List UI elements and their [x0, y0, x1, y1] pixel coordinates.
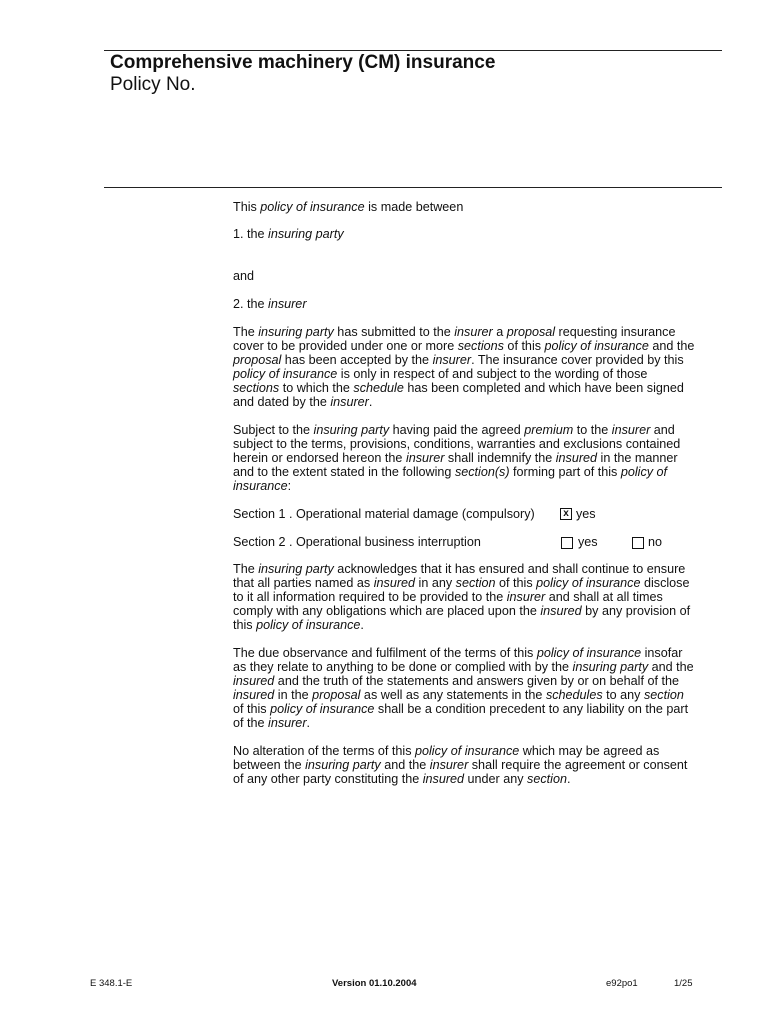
- intro-line: [233, 200, 713, 214]
- paragraph-acknowledgement: [233, 562, 713, 632]
- text-run: The due observance and fulfilment of the terms of this: [233, 646, 537, 660]
- text-run: and: [650, 423, 675, 437]
- paragraph-line: [233, 604, 713, 618]
- text-run: this: [233, 618, 257, 632]
- paragraph-line: [233, 674, 713, 688]
- text-run: insofar: [641, 646, 683, 660]
- footer-version: Version 01.10.2004: [332, 978, 417, 989]
- defined-term: policy of insurance: [544, 339, 649, 353]
- section-1-yes-label: yes: [576, 507, 596, 521]
- top-rule: [104, 50, 722, 51]
- defined-term: insurer: [611, 423, 651, 437]
- text-run: is only in respect of and subject to the wording of those: [337, 367, 648, 381]
- paragraph-line: [233, 381, 713, 395]
- defined-term: proposal: [312, 688, 361, 702]
- text-run: No alteration of the terms of this: [233, 744, 415, 758]
- defined-term: insurer: [405, 451, 445, 465]
- text-run: as well as any statements in the: [360, 688, 546, 702]
- section-2-yes-label: yes: [578, 535, 598, 549]
- defined-term: insuring party: [305, 758, 381, 772]
- paragraph-line: [233, 688, 713, 702]
- text-run: and the: [380, 758, 430, 772]
- text-run: to which the: [279, 381, 354, 395]
- defined-term: sections: [233, 381, 280, 395]
- defined-term: policy of insurance: [536, 646, 642, 660]
- paragraph-line: [233, 451, 713, 465]
- defined-term: policy of insurance: [536, 576, 641, 590]
- footer-reference: e92po1: [606, 978, 638, 989]
- party-one-term: insuring party: [268, 227, 344, 241]
- text-run: shall require the agreement or consent: [468, 758, 688, 772]
- text-run: of the: [233, 716, 269, 730]
- party-two-term: insurer: [268, 297, 307, 311]
- text-run: .: [306, 716, 311, 730]
- defined-term: proposal: [233, 353, 282, 367]
- text-run: Subject to the: [233, 423, 314, 437]
- text-run: of this: [233, 702, 271, 716]
- paragraph-line: [233, 325, 713, 339]
- party-two-number: 2. the: [233, 297, 269, 311]
- header-divider: [104, 187, 722, 188]
- paragraph-line: [233, 339, 713, 353]
- defined-term: policy of insurance: [256, 618, 361, 632]
- text-run: forming part of this: [509, 465, 621, 479]
- party-two-line: [233, 297, 713, 311]
- text-run: in the manner: [597, 451, 678, 465]
- party-one-number: 1. the: [233, 227, 269, 241]
- text-run: and the truth of the statements and answers given by or on behalf of the: [274, 674, 679, 688]
- defined-term: premium: [524, 423, 574, 437]
- text-run: The: [233, 325, 259, 339]
- section-2-no-checkbox[interactable]: [632, 537, 644, 549]
- intro-text: This: [233, 200, 261, 214]
- paragraph-line: [233, 395, 713, 409]
- text-run: shall indemnify the: [444, 451, 556, 465]
- text-run: :: [287, 479, 292, 493]
- and-line: and: [233, 269, 255, 283]
- footer-form-code: E 348.1-E: [90, 978, 133, 989]
- defined-term: insuring party: [258, 562, 334, 576]
- text-run: that all parties named as: [233, 576, 374, 590]
- paragraph-indemnity: [233, 423, 713, 493]
- paragraph-line: [233, 367, 713, 381]
- paragraph-line: [233, 465, 713, 479]
- defined-term: policy of insurance: [233, 367, 338, 381]
- text-run: in the: [274, 688, 313, 702]
- text-run: disclose: [640, 576, 690, 590]
- section-2-no-label: no: [648, 535, 663, 549]
- defined-term: insuring party: [313, 423, 390, 437]
- defined-term: insured: [422, 772, 465, 786]
- text-run: acknowledges that it has ensured and shall continue to ensure: [333, 562, 686, 576]
- text-run: of any other party constituting the: [233, 772, 423, 786]
- text-run: has submitted to the: [333, 325, 455, 339]
- paragraph-proposal: [233, 325, 713, 409]
- defined-term: insurer: [330, 395, 369, 409]
- section-2-label: Section 2 . Operational business interruption: [233, 535, 481, 549]
- text-run: herein or endorsed hereon the: [233, 451, 406, 465]
- defined-term: section: [455, 576, 496, 590]
- defined-term: policy of insurance: [415, 744, 520, 758]
- defined-term: section(s): [454, 465, 510, 479]
- text-run: to the: [573, 423, 612, 437]
- defined-term: policy of insurance: [270, 702, 375, 716]
- text-run: .: [368, 395, 373, 409]
- paragraph-line: [233, 660, 713, 674]
- text-run: subject to the terms, provisions, conditions, warranties and exclusions contained: [233, 437, 681, 451]
- paragraph-line: [233, 646, 713, 660]
- text-run: and to the extent stated in the following: [233, 465, 455, 479]
- text-run: having paid the agreed: [389, 423, 525, 437]
- text-run: between the: [233, 758, 306, 772]
- text-run: comply with any obligations which are placed upon the: [233, 604, 541, 618]
- paragraph-alteration: [233, 744, 713, 786]
- defined-term: schedule: [353, 381, 404, 395]
- footer-page-number: 1/25: [674, 978, 693, 989]
- section-1-yes-checkbox[interactable]: x: [560, 508, 572, 520]
- text-run: cover to be provided under one or more: [233, 339, 458, 353]
- defined-term: insured: [555, 451, 598, 465]
- defined-term: insurer: [454, 325, 493, 339]
- paragraph-line: [233, 744, 713, 758]
- text-run: by any provision of: [581, 604, 691, 618]
- paragraph-line: [233, 618, 713, 632]
- paragraph-line: [233, 423, 713, 437]
- paragraph-line: [233, 437, 713, 451]
- text-run: and the: [648, 660, 694, 674]
- text-run: requesting insurance: [555, 325, 676, 339]
- defined-term: insuring party: [258, 325, 334, 339]
- text-run: The: [233, 562, 259, 576]
- paragraph-line: [233, 716, 713, 730]
- defined-term: insuring party: [572, 660, 649, 674]
- text-run: and dated by the: [233, 395, 331, 409]
- defined-term: insured: [233, 688, 275, 702]
- paragraph-line: [233, 479, 713, 493]
- defined-term: insured: [373, 576, 416, 590]
- paragraph-line: [233, 562, 713, 576]
- section-1-label: Section 1 . Operational material damage (compulsory): [233, 507, 535, 521]
- text-run: of this: [495, 576, 537, 590]
- text-run: under any: [464, 772, 528, 786]
- defined-term: insured: [233, 674, 275, 688]
- text-run: a: [492, 325, 507, 339]
- paragraph-condition-precedent: [233, 646, 713, 730]
- defined-term: insurer: [432, 353, 472, 367]
- text-run: in any: [415, 576, 456, 590]
- defined-term: proposal: [506, 325, 556, 339]
- text-run: shall be a condition precedent to any liability on the part: [374, 702, 689, 716]
- document-title: Comprehensive machinery (CM) insurance: [110, 52, 496, 73]
- defined-term: policy of: [620, 465, 668, 479]
- intro-term: policy of insurance: [260, 200, 365, 214]
- defined-term: insured: [540, 604, 582, 618]
- text-run: .: [360, 618, 364, 632]
- paragraph-line: [233, 772, 713, 786]
- party-one-line: [233, 227, 713, 241]
- text-run: .: [566, 772, 571, 786]
- text-run: to any: [602, 688, 644, 702]
- section-2-yes-checkbox[interactable]: [561, 537, 573, 549]
- defined-term: schedules: [545, 688, 603, 702]
- defined-term: insurer: [268, 716, 307, 730]
- text-run: and the: [648, 339, 695, 353]
- defined-term: insurer: [429, 758, 469, 772]
- text-run: . The insurance cover provided by this: [471, 353, 684, 367]
- text-run: of this: [503, 339, 545, 353]
- text-run: has been completed and which have been signed: [403, 381, 684, 395]
- paragraph-line: [233, 353, 713, 367]
- text-run: to it all information required to be provided to the: [233, 590, 507, 604]
- defined-term: section: [643, 688, 684, 702]
- text-run: has been accepted by the: [281, 353, 433, 367]
- defined-term: insurer: [506, 590, 546, 604]
- paragraph-line: [233, 758, 713, 772]
- paragraph-line: [233, 702, 713, 716]
- defined-term: sections: [457, 339, 504, 353]
- intro-text-end: is made between: [364, 200, 464, 214]
- paragraph-line: [233, 576, 713, 590]
- policy-number-label: Policy No.: [110, 74, 196, 95]
- defined-term: insurance: [233, 479, 288, 493]
- text-run: and shall at all times: [545, 590, 663, 604]
- defined-term: section: [527, 772, 567, 786]
- paragraph-line: [233, 590, 713, 604]
- text-run: which may be agreed as: [519, 744, 660, 758]
- text-run: as they relate to anything to be done or complied with by the: [233, 660, 573, 674]
